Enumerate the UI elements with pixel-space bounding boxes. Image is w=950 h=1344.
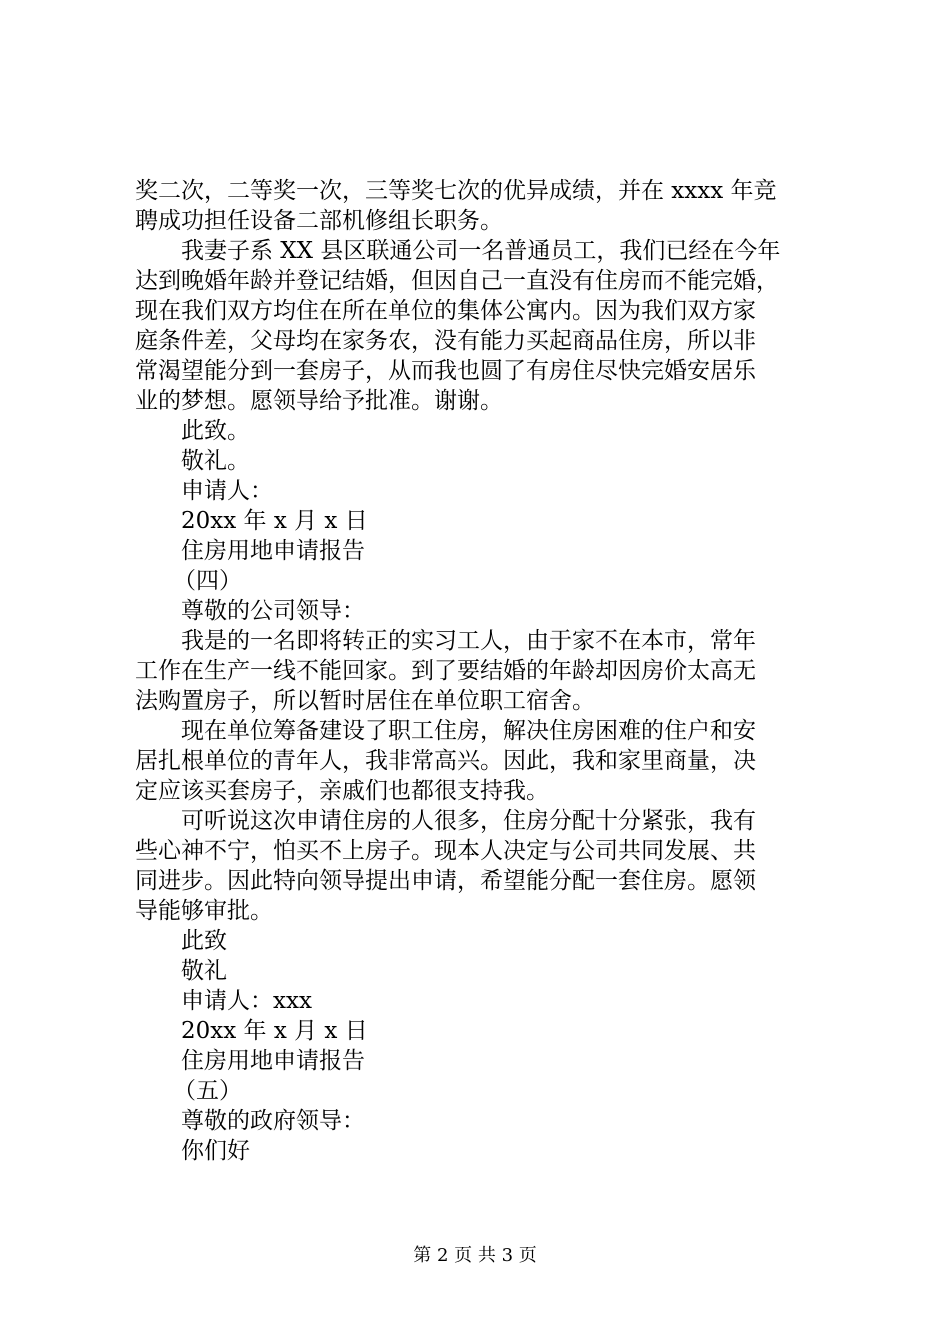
closing-regards: 敬礼: [181, 958, 227, 984]
closing-regards: 敬礼。: [181, 448, 250, 474]
greeting: 尊敬的政府领导：: [181, 1108, 365, 1134]
page-footer: 第 2 页 共 3 页: [413, 1245, 537, 1266]
closing-salutation: 此致: [181, 928, 227, 954]
greeting-hello: 你们好: [181, 1138, 250, 1164]
text-line: 常渴望能分到一套房子，从而我也圆了有房住尽快完婚安居乐: [135, 358, 756, 384]
document-body: [135, 176, 835, 1166]
section-number: （四）: [173, 568, 242, 594]
text-line: 定应该买套房子，亲戚们也都很支持我。: [135, 778, 549, 804]
section-number: （五）: [173, 1078, 242, 1104]
applicant-label: 申请人：: [181, 478, 273, 504]
paragraph-start: 现在单位筹备建设了职工住房，解决住房困难的住户和安: [181, 718, 756, 744]
text-line: 现在我们双方均住在所在单位的集体公寓内。因为我们双方家: [135, 298, 756, 324]
closing-salutation: 此致。: [181, 418, 250, 444]
date-line: 20xx 年 x 月 x 日: [181, 508, 368, 534]
paragraph-start: 我妻子系 XX 县区联通公司一名普通员工，我们已经在今年: [181, 238, 781, 264]
text-line: 达到晚婚年龄并登记结婚，但因自己一直没有住房而不能完婚，: [135, 268, 779, 294]
text-line: 些心神不宁，怕买不上房子。现本人决定与公司共同发展、共: [135, 838, 756, 864]
paragraph-start: 可听说这次申请住房的人很多，住房分配十分紧张，我有: [181, 808, 756, 834]
text-line: 聘成功担任设备二部机修组长职务。: [135, 208, 503, 234]
text-line: 业的梦想。愿领导给予批准。谢谢。: [135, 388, 503, 414]
text-line: 庭条件差，父母均在家务农，没有能力买起商品住房，所以非: [135, 328, 756, 354]
section-title: 住房用地申请报告: [181, 1048, 365, 1074]
date-line: 20xx 年 x 月 x 日: [181, 1018, 368, 1044]
applicant-label: 申请人：xxx: [181, 988, 312, 1014]
text-line: 奖二次，二等奖一次，三等奖七次的优异成绩，并在 xxxx 年竞: [135, 178, 777, 204]
text-line: 同进步。因此特向领导提出申请，希望能分配一套住房。愿领: [135, 868, 756, 894]
text-line: 工作在生产一线不能回家。到了要结婚的年龄却因房价太高无: [135, 658, 756, 684]
paragraph-start: 我是的一名即将转正的实习工人，由于家不在本市，常年: [181, 628, 756, 654]
text-line: 法购置房子，所以暂时居住在单位职工宿舍。: [135, 688, 595, 714]
section-title: 住房用地申请报告: [181, 538, 365, 564]
text-line: 居扎根单位的青年人，我非常高兴。因此，我和家里商量，决: [135, 748, 756, 774]
text-line: 导能够审批。: [135, 898, 273, 924]
greeting: 尊敬的公司领导：: [181, 598, 365, 624]
